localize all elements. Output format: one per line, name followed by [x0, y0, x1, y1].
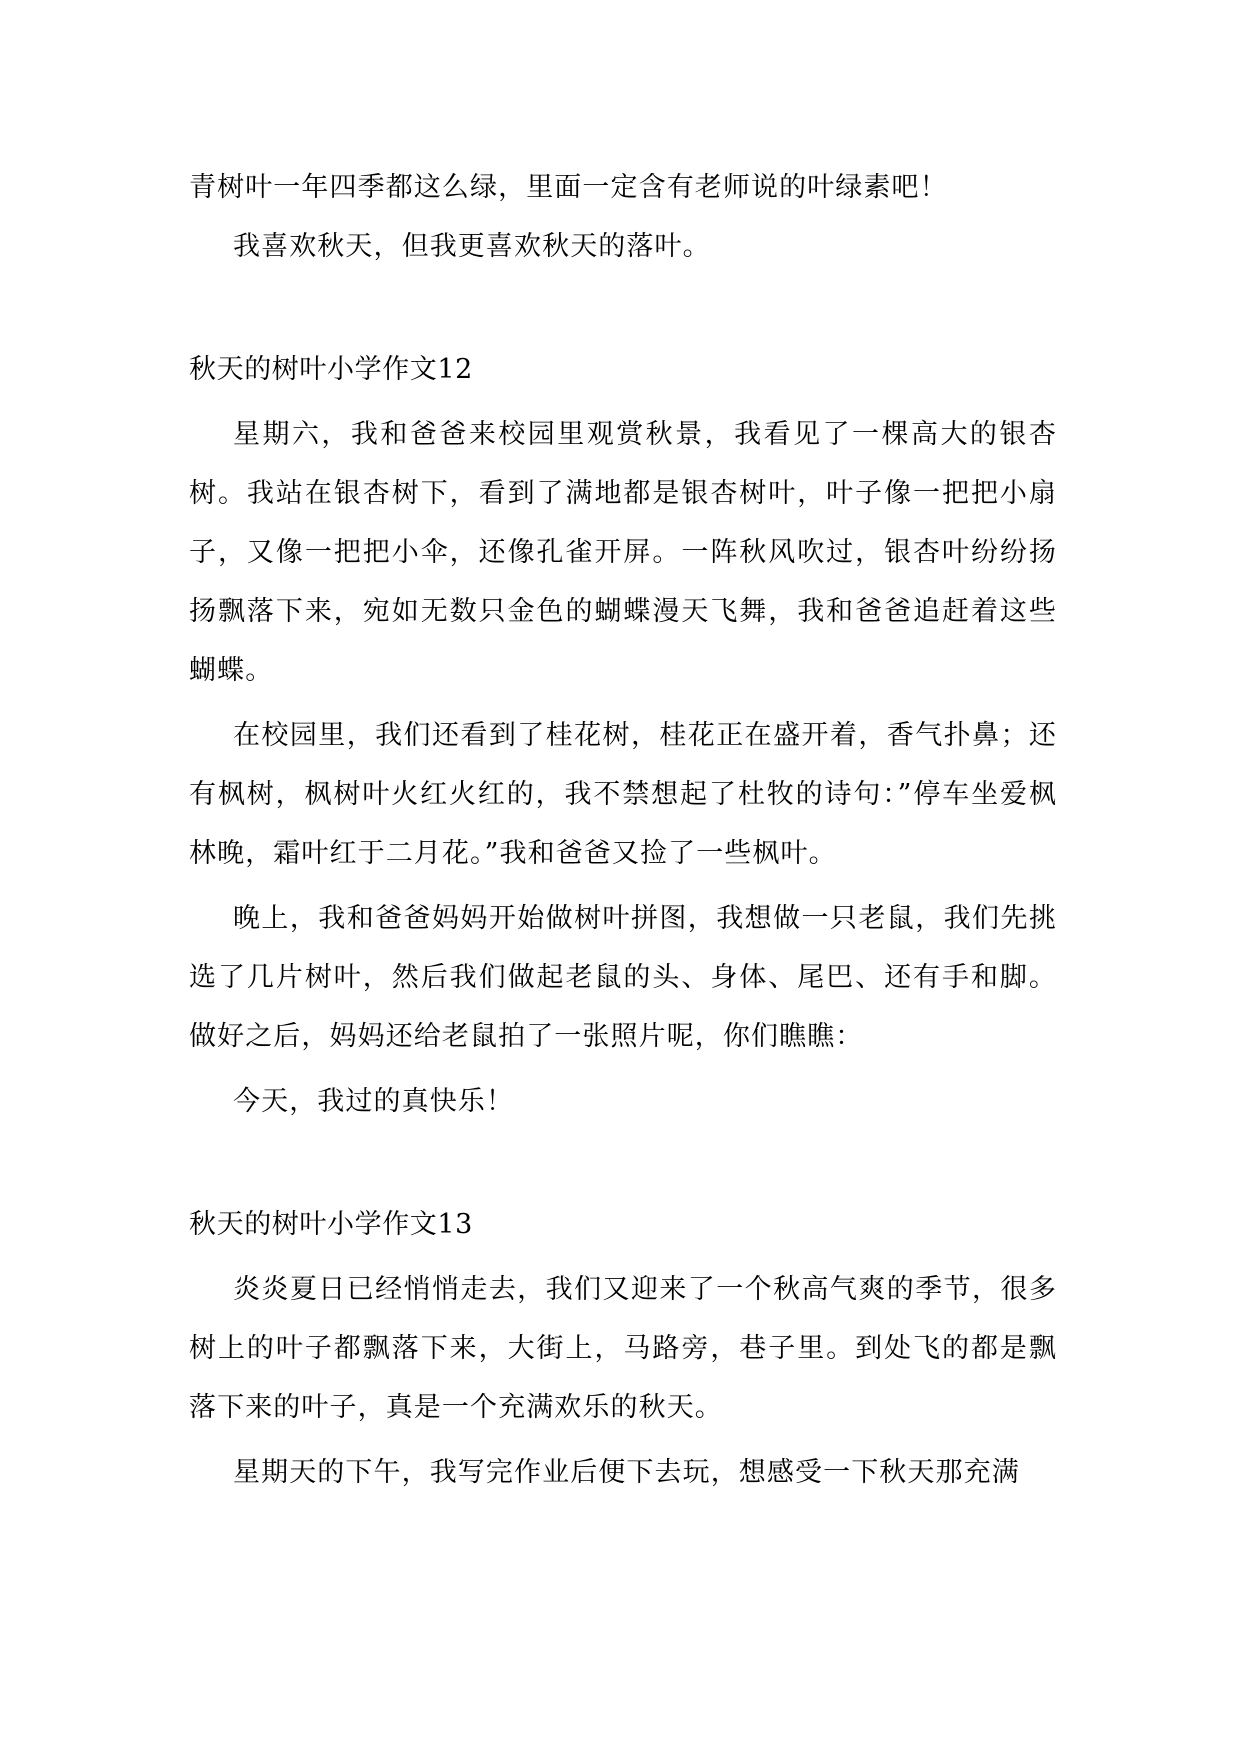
section-12-paragraph-1: 星期六，我和爸爸来校园里观赏秋景，我看见了一棵高大的银杏树。我站在银杏树下，看到了满地都是银杏树叶，叶子像一把把小扇子，又像一把把小伞，还像孔雀开屏。一阵秋风吹过，银杏叶纷纷扬扬飘落下来，宛如无数只金色的蝴蝶漫天飞舞，我和爸爸追赶着这些蝴蝶。	[189, 419, 1057, 686]
section-spacer	[189, 276, 1057, 340]
document-body	[189, 158, 1057, 1502]
section-12-heading: 秋天的树叶小学作文12	[189, 354, 473, 385]
section-13-paragraph-1: 炎炎夏日已经悄悄走去，我们又迎来了一个秋高气爽的季节，很多树上的叶子都飘落下来，大街上，马路旁，巷子里。到处飞的都是飘落下来的叶子，真是一个充满欢乐的秋天。	[189, 1274, 1057, 1423]
section-13-paragraph-2: 星期天的下午，我写完作业后便下去玩，想感受一下秋天那充满	[233, 1457, 1020, 1488]
intro-continuation-paragraph: 青树叶一年四季都这么绿，里面一定含有老师说的叶绿素吧！	[189, 172, 948, 203]
section-spacer	[189, 1131, 1057, 1195]
section-13-heading: 秋天的树叶小学作文13	[189, 1209, 473, 1240]
section-12-paragraph-4: 今天，我过的真快乐！	[233, 1086, 514, 1117]
intro-closing-paragraph: 我喜欢秋天，但我更喜欢秋天的落叶。	[233, 231, 711, 262]
section-12-paragraph-3: 晚上，我和爸爸妈妈开始做树叶拼图，我想做一只老鼠，我们先挑选了几片树叶，然后我们做起老鼠的头、身体、尾巴、还有手和脚。做好之后，妈妈还给老鼠拍了一张照片呢，你们瞧瞧：	[189, 903, 1057, 1052]
section-12-paragraph-2: 在校园里，我们还看到了桂花树，桂花正在盛开着，香气扑鼻；还有枫树，枫树叶火红火红的，我不禁想起了杜牧的诗句：”停车坐爱枫林晚，霜叶红于二月花。”我和爸爸又捡了一些枫叶。	[189, 720, 1057, 869]
